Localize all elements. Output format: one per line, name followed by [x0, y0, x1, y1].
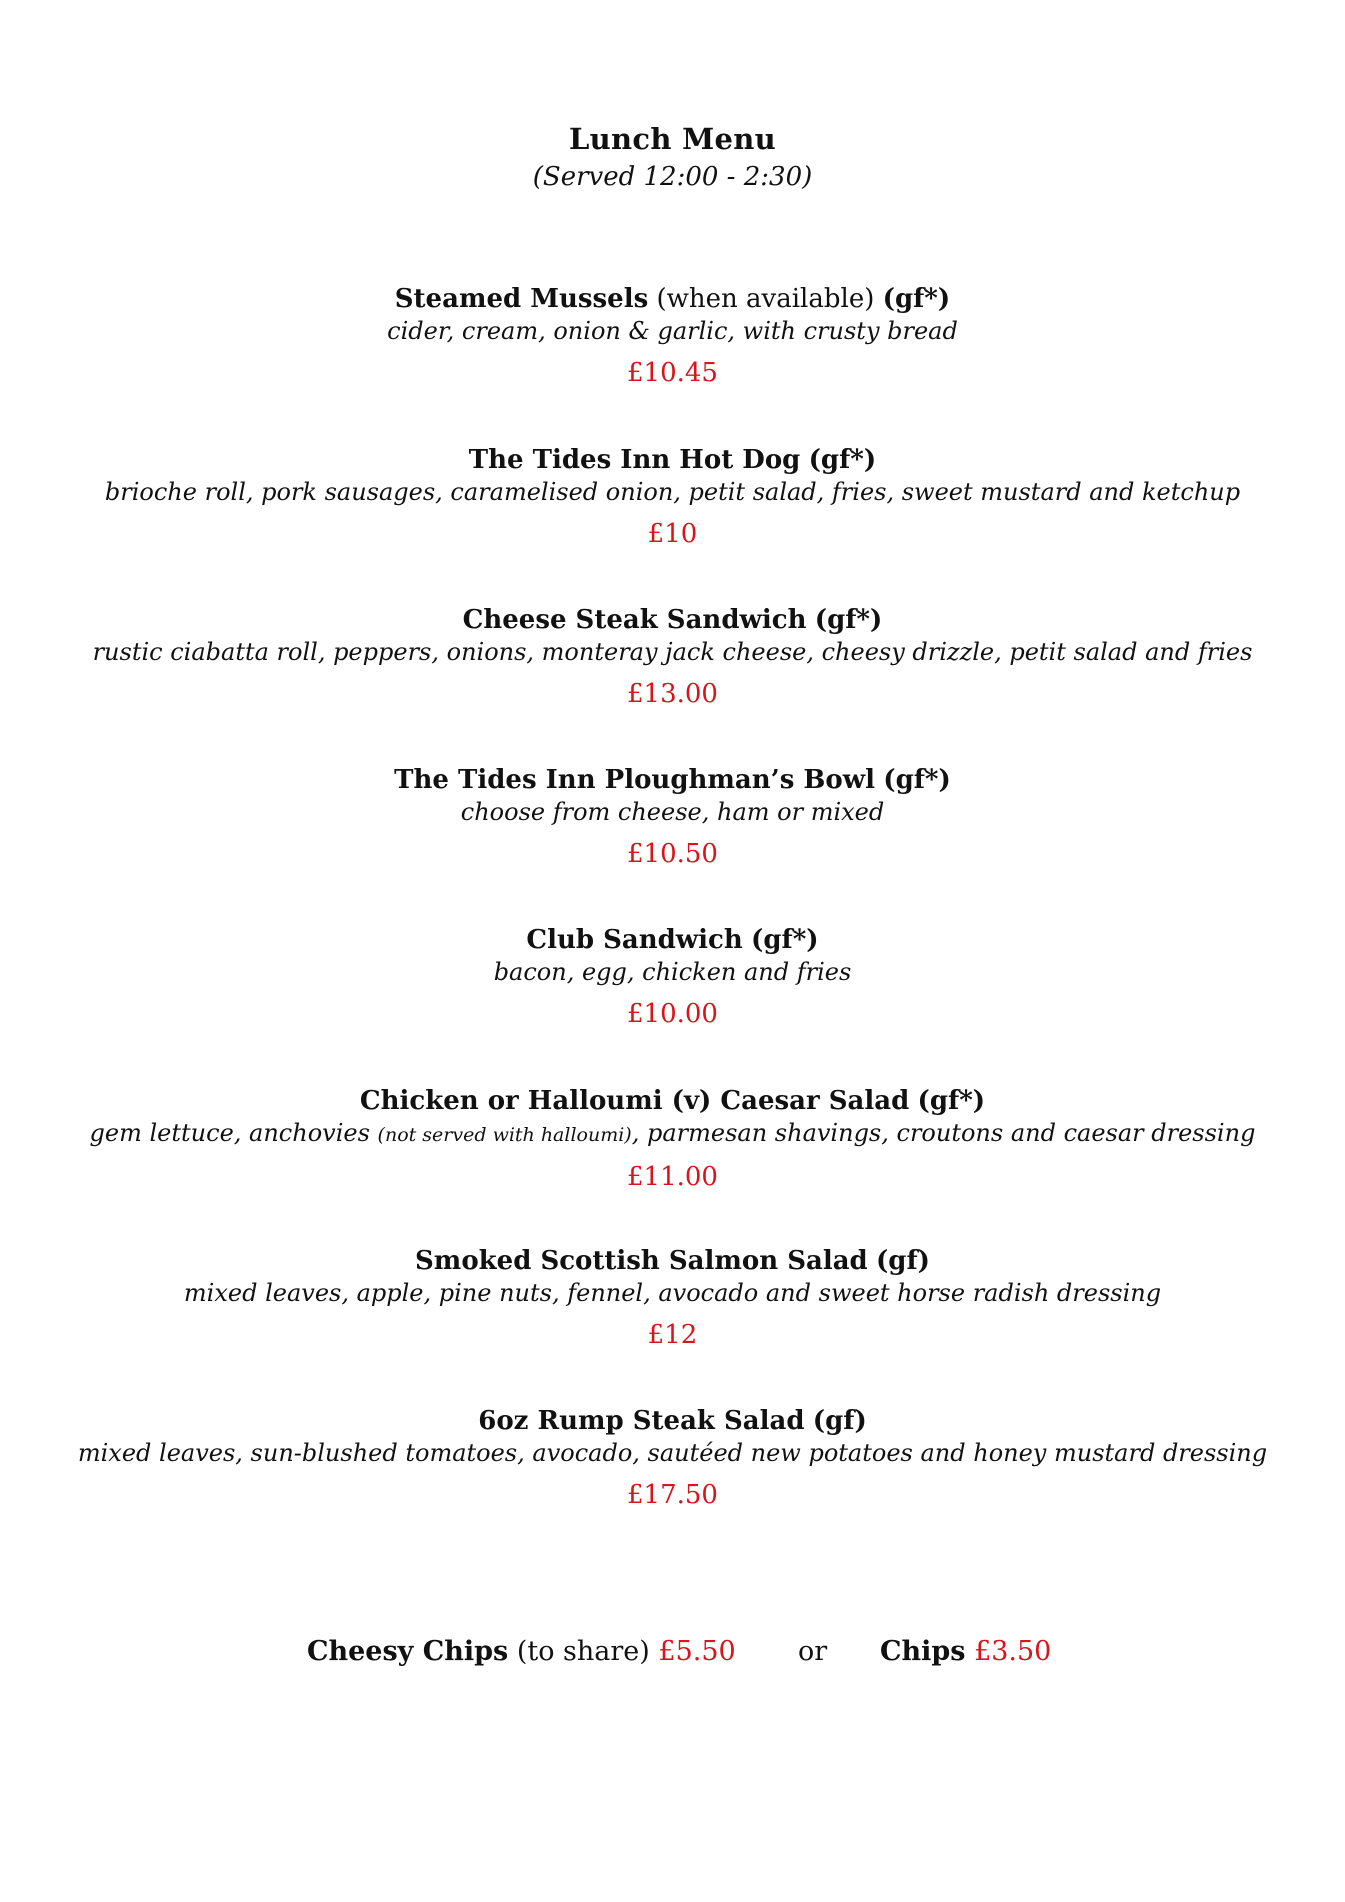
item-description: [0, 1118, 1345, 1150]
menu-header: [0, 120, 1345, 194]
item-description: cider, cream, onion & garlic, with crusty bread: [387, 317, 958, 345]
item-price: £13.00: [627, 679, 718, 709]
item-name: Club Sandwich: [526, 925, 743, 955]
item-dietary-tag: (gf*): [751, 925, 819, 955]
item-price: £11.00: [627, 1162, 718, 1192]
menu-item: [0, 603, 1345, 711]
menu-item: [0, 1084, 1345, 1194]
item-name: 6oz Rump Steak Salad: [478, 1406, 805, 1436]
cheesy-chips-note: (to share): [516, 1636, 650, 1667]
served-times: (Served 12:00 - 2:30): [532, 162, 813, 192]
item-dietary-tag: (gf): [876, 1246, 930, 1276]
item-description-part: gem lettuce, anchovies: [89, 1119, 370, 1147]
chips-offer: [880, 1632, 1051, 1672]
menu-title: Lunch Menu: [568, 122, 777, 156]
item-price: £10: [647, 519, 698, 549]
item-name: The Tides Inn Ploughman’s Bowl: [394, 765, 875, 795]
cheesy-chips-price: £5.50: [658, 1636, 736, 1667]
item-description: mixed leaves, apple, pine nuts, fennel, avocado and sweet horse radish dressing: [183, 1279, 1162, 1307]
menu-item: [0, 923, 1345, 1031]
chips-price: £3.50: [974, 1636, 1052, 1667]
item-description-part: , parmesan shavings, croutons and caesar dressing: [631, 1119, 1256, 1147]
item-name: Smoked Scottish Salmon Salad: [415, 1246, 868, 1276]
menu-item: [0, 1404, 1345, 1512]
cheesy-chips-name: Cheesy Chips: [307, 1636, 509, 1667]
chips-name: Chips: [880, 1636, 966, 1667]
item-dietary-tag: (gf*): [814, 605, 883, 635]
item-price: £12: [647, 1320, 698, 1350]
item-description-note: (not served with halloumi): [377, 1124, 632, 1146]
item-description: rustic ciabatta roll, peppers, onions, monteray jack cheese, cheesy drizzle, petit salad and fries: [92, 638, 1253, 666]
menu-item: [0, 763, 1345, 871]
item-name: The Tides Inn Hot Dog: [468, 445, 801, 475]
item-description: choose from cheese, ham or mixed: [460, 798, 885, 826]
item-title: [0, 923, 1345, 957]
item-price: £10.00: [627, 999, 718, 1029]
item-name: Steamed Mussels: [394, 284, 649, 314]
item-note: (when available): [656, 284, 875, 314]
item-name: Chicken or Halloumi (v) Caesar Salad: [359, 1086, 910, 1116]
item-dietary-tag: (gf*): [882, 284, 951, 314]
item-title: [0, 282, 1345, 316]
item-dietary-tag: (gf): [812, 1406, 867, 1436]
item-dietary-tag: (gf*): [883, 765, 951, 795]
item-description: bacon, egg, chicken and fries: [493, 958, 852, 986]
sides-row: [0, 1632, 1345, 1672]
menu-item: [0, 443, 1345, 551]
menu-item: [0, 1244, 1345, 1352]
item-title: [0, 603, 1345, 637]
item-price: £10.45: [627, 358, 718, 388]
or-separator: or: [798, 1636, 828, 1667]
item-description: brioche roll, pork sausages, caramelised onion, petit salad, fries, sweet mustard and ketchup: [104, 478, 1241, 506]
item-price: £17.50: [627, 1480, 718, 1510]
item-dietary-tag: (gf*): [917, 1086, 986, 1116]
item-title: [0, 443, 1345, 477]
item-name: Cheese Steak Sandwich: [462, 605, 807, 635]
item-price: £10.50: [627, 839, 718, 869]
menu-item: [0, 282, 1345, 390]
item-description: mixed leaves, sun-blushed tomatoes, avocado, sautéed new potatoes and honey mustard dressing: [77, 1439, 1268, 1467]
item-title: [0, 763, 1345, 797]
item-title: [0, 1084, 1345, 1118]
item-dietary-tag: (gf*): [808, 445, 877, 475]
item-title: [0, 1244, 1345, 1278]
item-title: [0, 1404, 1345, 1438]
cheesy-chips-offer: [307, 1632, 736, 1672]
